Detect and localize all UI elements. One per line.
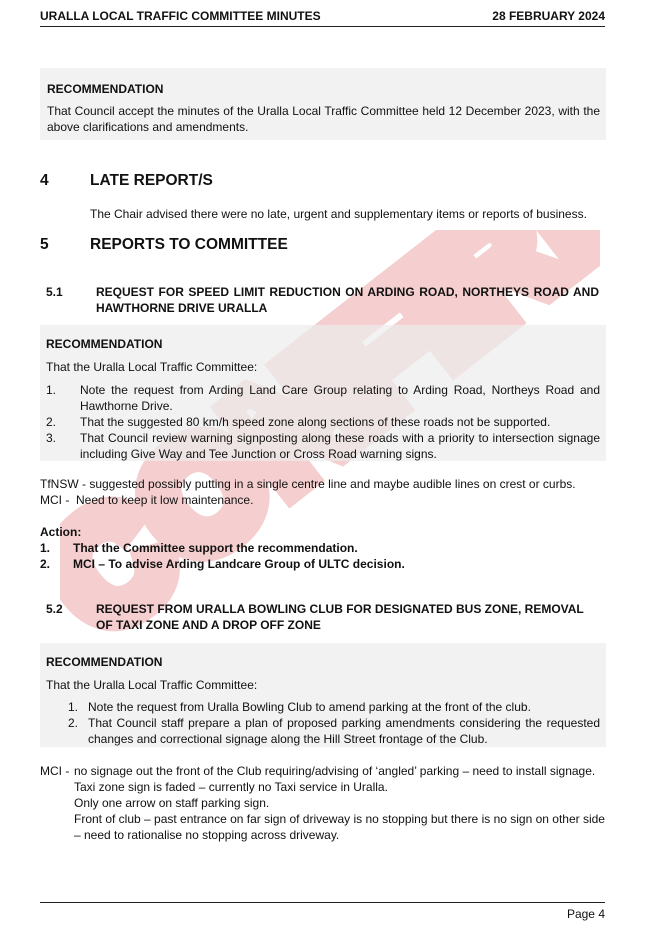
recommendation-heading: RECOMMENDATION (46, 655, 163, 669)
section-5-number: 5 (40, 236, 49, 253)
list-item (46, 382, 600, 414)
list-item (46, 414, 600, 430)
action-item-number: 1. (40, 541, 51, 555)
action-heading: Action: (40, 525, 82, 539)
list-item (68, 699, 600, 715)
list-item-text: That the suggested 80 km/h speed zone along sections of these roads not be supported. (80, 415, 551, 429)
list-item-text: Note the request from Uralla Bowling Club to amend parking at the front of the club. (88, 700, 531, 714)
list-item-text: That Council review warning signposting along these roads with a priority to intersection signage including Give Way and Tee Junction or Cross Road warning signs. (80, 431, 600, 461)
page-number: Page 4 (566, 907, 605, 921)
item-5-2-number: 5.2 (46, 602, 63, 616)
recommendation-intro: That the Uralla Local Traffic Committee: (46, 360, 258, 374)
header-title: URALLA LOCAL TRAFFIC COMMITTEE MINUTES (40, 9, 321, 23)
item-5-2-title: REQUEST FROM URALLA BOWLING CLUB FOR DESIGNATED BUS ZONE, REMOVAL OF TAXI ZONE AND A DROP OFF ZONE (96, 602, 584, 632)
section-4-title: LATE REPORT/S (90, 172, 213, 189)
tfnsw-note: TfNSW - suggested possibly putting in a single centre line and maybe audible lines on crest or curbs. (40, 477, 576, 491)
list-item-text: Note the request from Arding Land Care Group relating to Arding Road, Northeys Road and Hawthorne Drive. (80, 383, 600, 413)
header-date: 28 FEBRUARY 2024 (492, 9, 605, 23)
mci-note-line: Front of club – past entrance on far sign of driveway is no stopping but there is no sign on other side – need to rationalise no stopping across driveway. (74, 812, 605, 842)
list-item-number: 1. (68, 700, 79, 714)
section-4-text: The Chair advised there were no late, urgent and supplementary items or reports of business. (90, 207, 587, 221)
list-item-number: 2. (46, 415, 57, 429)
mci-label: MCI - (40, 764, 70, 778)
recommendation-intro: That the Uralla Local Traffic Committee: (46, 678, 258, 692)
page-header (40, 8, 605, 27)
mci-note: MCI - Need to keep it low maintenance. (40, 493, 254, 507)
page-footer (40, 902, 605, 921)
mci-note-line: Only one arrow on staff parking sign. (74, 796, 270, 810)
section-4-number: 4 (40, 172, 49, 189)
recommendation-box-minutes (40, 68, 606, 140)
recommendation-list (68, 699, 600, 747)
list-item-number: 3. (46, 431, 57, 445)
section-5-title: REPORTS TO COMMITTEE (90, 236, 288, 253)
item-5-1-number: 5.1 (46, 285, 63, 299)
action-item-text: MCI – To advise Arding Landcare Group of ULTC decision. (73, 557, 405, 571)
mci-note-line: no signage out the front of the Club requiring/advising of ‘angled’ parking – need to install signage. (74, 764, 596, 778)
recommendation-heading: RECOMMENDATION (46, 337, 163, 351)
list-item-number: 1. (46, 383, 57, 397)
list-item (68, 715, 600, 747)
list-item (46, 430, 600, 462)
action-item-text: That the Committee support the recommendation. (73, 541, 358, 555)
recommendation-text: That Council accept the minutes of the Uralla Local Traffic Committee held 12 December 2023, with the above clarifications and amendments. (47, 104, 600, 134)
recommendation-box-5-1 (40, 325, 606, 461)
recommendation-heading: RECOMMENDATION (47, 82, 164, 96)
mci-notes (74, 763, 608, 843)
list-item-text: That Council staff prepare a plan of proposed parking amendments considering the requested changes and correctional signage along the Hill Street frontage of the Club. (88, 716, 600, 746)
action-item-number: 2. (40, 557, 51, 571)
mci-note-line: Taxi zone sign is faded – currently no Taxi service in Uralla. (74, 780, 388, 794)
recommendation-box-5-2 (40, 643, 606, 747)
item-5-1-title: REQUEST FOR SPEED LIMIT REDUCTION ON ARDING ROAD, NORTHEYS ROAD AND HAWTHORNE DRIVE URALLA (96, 285, 599, 315)
recommendation-list (46, 382, 600, 462)
list-item-number: 2. (68, 716, 79, 730)
